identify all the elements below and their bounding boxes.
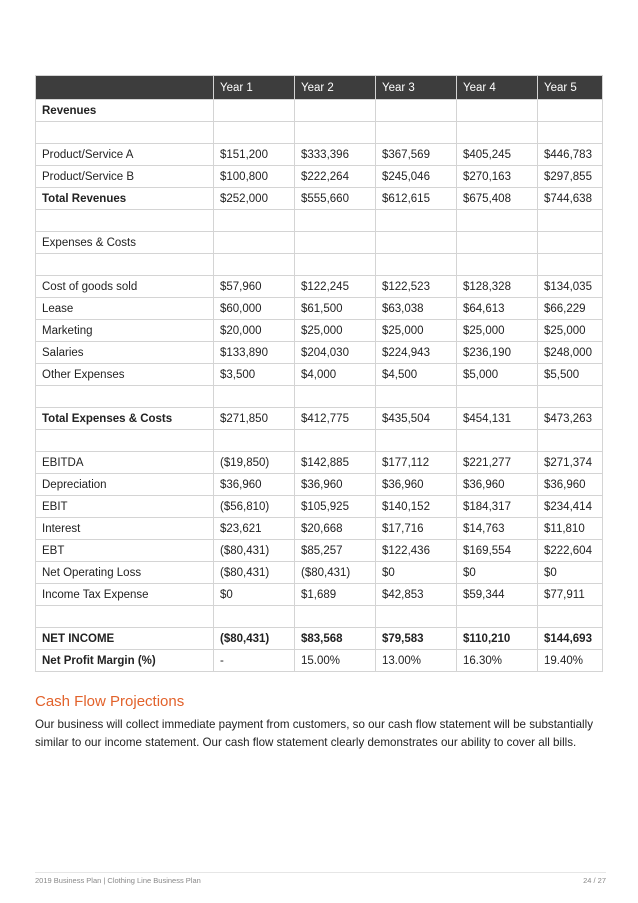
row-value: $222,264 (295, 166, 376, 188)
row-value (538, 122, 603, 144)
row-value: $224,943 (376, 342, 457, 364)
row-label (36, 606, 214, 628)
row-label: EBT (36, 540, 214, 562)
table-row (36, 232, 603, 254)
row-value: $333,396 (295, 144, 376, 166)
row-value: $4,000 (295, 364, 376, 386)
row-value: $5,000 (457, 364, 538, 386)
header-cell-year: Year 4 (457, 76, 538, 100)
row-value: $271,850 (214, 408, 295, 430)
row-value: $5,500 (538, 364, 603, 386)
table-row (36, 474, 603, 496)
row-label: Expenses & Costs (36, 232, 214, 254)
table-spacer-row (36, 210, 603, 232)
row-label: Total Expenses & Costs (36, 408, 214, 430)
row-value: $36,960 (295, 474, 376, 496)
row-value: $77,911 (538, 584, 603, 606)
row-value: $25,000 (376, 320, 457, 342)
row-value: $14,763 (457, 518, 538, 540)
row-label: Salaries (36, 342, 214, 364)
row-value (295, 430, 376, 452)
row-value (457, 254, 538, 276)
row-value: $271,374 (538, 452, 603, 474)
row-value: ($80,431) (214, 628, 295, 650)
row-value: $134,035 (538, 276, 603, 298)
row-value (214, 100, 295, 122)
row-value (538, 254, 603, 276)
row-label: EBITDA (36, 452, 214, 474)
row-value (214, 122, 295, 144)
row-value: $36,960 (376, 474, 457, 496)
row-label: Revenues (36, 100, 214, 122)
section-paragraph: Our business will collect immediate payment from customers, so our cash flow statement will be substantially similar to our income statement. Our cash flow statement clearly demonstrates our ability to cover all bills. (35, 718, 594, 749)
row-value: $59,344 (457, 584, 538, 606)
row-value: $0 (457, 562, 538, 584)
table-row (36, 188, 603, 210)
row-label (36, 430, 214, 452)
row-label: Lease (36, 298, 214, 320)
row-value: $405,245 (457, 144, 538, 166)
row-value: $744,638 (538, 188, 603, 210)
row-value: $17,716 (376, 518, 457, 540)
row-value: $4,500 (376, 364, 457, 386)
row-value: $675,408 (457, 188, 538, 210)
row-value: $36,960 (214, 474, 295, 496)
row-label: Depreciation (36, 474, 214, 496)
row-value (214, 232, 295, 254)
table-row (36, 650, 603, 672)
row-value (214, 254, 295, 276)
row-label: Marketing (36, 320, 214, 342)
income-statement-table (35, 75, 603, 672)
table-row (36, 166, 603, 188)
row-value: 13.00% (376, 650, 457, 672)
footer-page-number: 24 / 27 (583, 876, 606, 885)
section-title: Cash Flow Projections (35, 693, 185, 710)
row-value: $169,554 (457, 540, 538, 562)
row-value (376, 430, 457, 452)
row-value (538, 430, 603, 452)
table-row (36, 100, 603, 122)
table-row (36, 364, 603, 386)
row-value (457, 430, 538, 452)
row-value (538, 606, 603, 628)
header-cell-year: Year 1 (214, 76, 295, 100)
row-value: $435,504 (376, 408, 457, 430)
row-label: Other Expenses (36, 364, 214, 386)
row-value: $64,613 (457, 298, 538, 320)
row-value: $222,604 (538, 540, 603, 562)
row-value (295, 606, 376, 628)
row-value: $25,000 (457, 320, 538, 342)
row-label: Cost of goods sold (36, 276, 214, 298)
row-value: $270,163 (457, 166, 538, 188)
table-spacer-row (36, 606, 603, 628)
row-label: Net Profit Margin (%) (36, 650, 214, 672)
row-value: 19.40% (538, 650, 603, 672)
row-value (295, 232, 376, 254)
row-value: $25,000 (295, 320, 376, 342)
row-value: ($56,810) (214, 496, 295, 518)
row-value: $83,568 (295, 628, 376, 650)
table-spacer-row (36, 386, 603, 408)
row-value: $446,783 (538, 144, 603, 166)
row-value: $151,200 (214, 144, 295, 166)
row-value (295, 210, 376, 232)
row-value: $20,668 (295, 518, 376, 540)
row-value: $105,925 (295, 496, 376, 518)
row-value (295, 254, 376, 276)
row-value (376, 606, 457, 628)
row-label: Product/Service B (36, 166, 214, 188)
row-label: Income Tax Expense (36, 584, 214, 606)
row-value (457, 210, 538, 232)
row-label (36, 386, 214, 408)
row-value: $221,277 (457, 452, 538, 474)
row-value: ($80,431) (214, 540, 295, 562)
row-label: EBIT (36, 496, 214, 518)
row-value: $133,890 (214, 342, 295, 364)
row-value: ($80,431) (295, 562, 376, 584)
row-value (214, 430, 295, 452)
row-value (538, 232, 603, 254)
header-row (36, 76, 603, 100)
row-value: $23,621 (214, 518, 295, 540)
row-value (214, 606, 295, 628)
row-value: $454,131 (457, 408, 538, 430)
row-value: $11,810 (538, 518, 603, 540)
row-value: $0 (214, 584, 295, 606)
row-value: $63,038 (376, 298, 457, 320)
row-value: $66,229 (538, 298, 603, 320)
header-cell-blank (36, 76, 214, 100)
header-cell-year: Year 5 (538, 76, 603, 100)
row-value (457, 386, 538, 408)
table-row (36, 540, 603, 562)
row-value (376, 386, 457, 408)
row-value: $252,000 (214, 188, 295, 210)
row-value: $61,500 (295, 298, 376, 320)
row-label: NET INCOME (36, 628, 214, 650)
row-value (376, 122, 457, 144)
header-cell-year: Year 3 (376, 76, 457, 100)
row-value: $122,523 (376, 276, 457, 298)
row-label (36, 210, 214, 232)
row-label (36, 254, 214, 276)
footer-divider (35, 872, 606, 873)
row-value: ($19,850) (214, 452, 295, 474)
row-value: $177,112 (376, 452, 457, 474)
row-value: $297,855 (538, 166, 603, 188)
row-value: $1,689 (295, 584, 376, 606)
row-value (214, 210, 295, 232)
row-value (376, 232, 457, 254)
row-value: $248,000 (538, 342, 603, 364)
row-value: $57,960 (214, 276, 295, 298)
row-label: Product/Service A (36, 144, 214, 166)
row-value (457, 606, 538, 628)
row-value (457, 232, 538, 254)
row-value: $204,030 (295, 342, 376, 364)
row-value: $122,436 (376, 540, 457, 562)
table-row (36, 496, 603, 518)
row-value: $122,245 (295, 276, 376, 298)
table-row (36, 518, 603, 540)
row-value: $36,960 (457, 474, 538, 496)
header-cell-year: Year 2 (295, 76, 376, 100)
table-row (36, 298, 603, 320)
row-value: $555,660 (295, 188, 376, 210)
row-value (376, 210, 457, 232)
table-row (36, 408, 603, 430)
row-value (376, 254, 457, 276)
row-value (538, 210, 603, 232)
table-row (36, 144, 603, 166)
row-value (214, 386, 295, 408)
row-value: 16.30% (457, 650, 538, 672)
table-row (36, 452, 603, 474)
row-value (295, 122, 376, 144)
row-value: $3,500 (214, 364, 295, 386)
row-value: $60,000 (214, 298, 295, 320)
row-value: $36,960 (538, 474, 603, 496)
table-row (36, 562, 603, 584)
table-row (36, 342, 603, 364)
row-value: $79,583 (376, 628, 457, 650)
row-value: $0 (376, 562, 457, 584)
row-value: $85,257 (295, 540, 376, 562)
table-body (36, 100, 603, 672)
table-header (36, 76, 603, 100)
row-value (376, 100, 457, 122)
table-row (36, 320, 603, 342)
row-value (295, 386, 376, 408)
row-value: $612,615 (376, 188, 457, 210)
table-row (36, 628, 603, 650)
row-label (36, 122, 214, 144)
row-value: $128,328 (457, 276, 538, 298)
row-value: $236,190 (457, 342, 538, 364)
row-value: $142,885 (295, 452, 376, 474)
row-value: $367,569 (376, 144, 457, 166)
table-spacer-row (36, 122, 603, 144)
row-value (457, 100, 538, 122)
row-value: $473,263 (538, 408, 603, 430)
table-spacer-row (36, 430, 603, 452)
row-label: Net Operating Loss (36, 562, 214, 584)
row-label: Total Revenues (36, 188, 214, 210)
row-value (457, 122, 538, 144)
footer-document-title: 2019 Business Plan | Clothing Line Business Plan (35, 876, 201, 885)
row-value: - (214, 650, 295, 672)
row-value (295, 100, 376, 122)
row-value: $20,000 (214, 320, 295, 342)
row-label: Interest (36, 518, 214, 540)
row-value (538, 100, 603, 122)
table-row (36, 584, 603, 606)
row-value: $42,853 (376, 584, 457, 606)
row-value: 15.00% (295, 650, 376, 672)
row-value: $25,000 (538, 320, 603, 342)
row-value: $245,046 (376, 166, 457, 188)
row-value: ($80,431) (214, 562, 295, 584)
row-value: $0 (538, 562, 603, 584)
table-spacer-row (36, 254, 603, 276)
row-value: $144,693 (538, 628, 603, 650)
row-value: $110,210 (457, 628, 538, 650)
row-value: $234,414 (538, 496, 603, 518)
row-value: $100,800 (214, 166, 295, 188)
row-value: $140,152 (376, 496, 457, 518)
row-value: $184,317 (457, 496, 538, 518)
row-value: $412,775 (295, 408, 376, 430)
row-value (538, 386, 603, 408)
table-row (36, 276, 603, 298)
